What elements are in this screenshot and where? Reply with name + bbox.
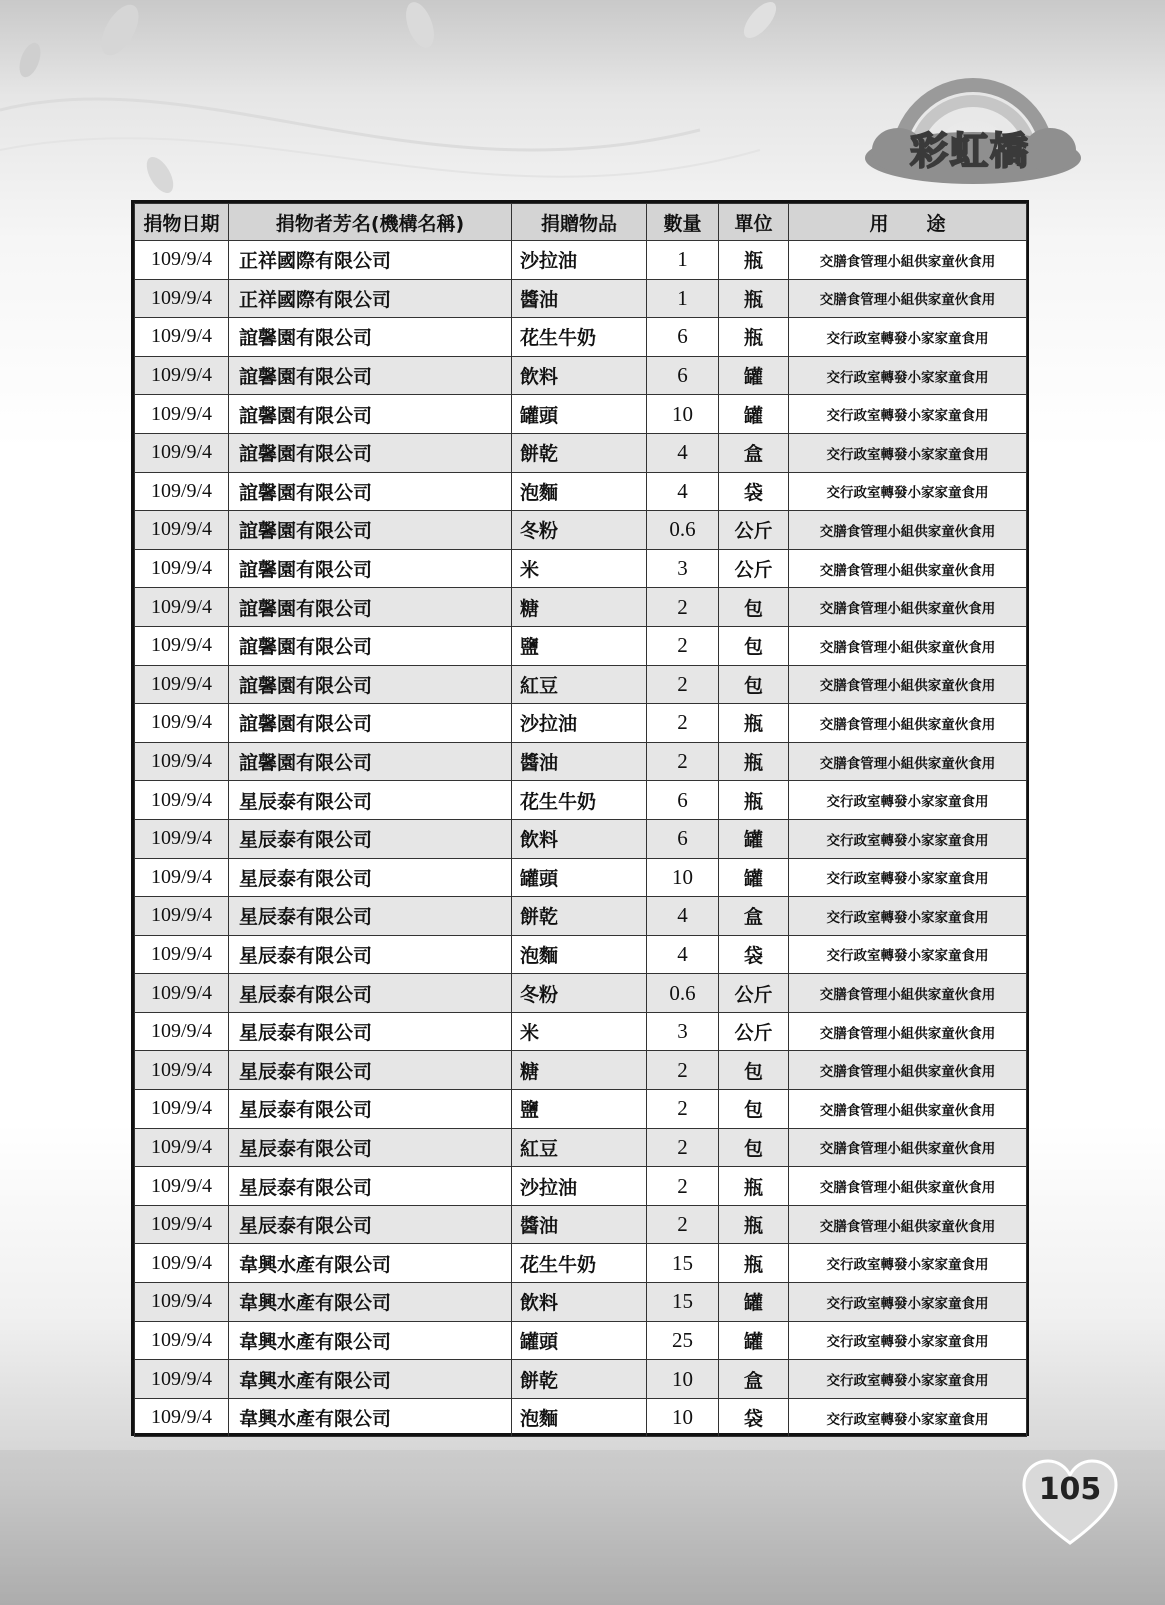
cell-item: 飲料 (512, 356, 647, 395)
cell-quantity: 2 (647, 665, 719, 704)
cell-date: 109/9/4 (135, 781, 229, 820)
cell-purpose: 交膳食管理小組供家童伙食用 (789, 742, 1027, 781)
cell-date: 109/9/4 (135, 241, 229, 280)
cell-purpose: 交行政室轉發小家家童食用 (789, 935, 1027, 974)
cell-purpose: 交膳食管理小組供家童伙食用 (789, 665, 1027, 704)
cell-date: 109/9/4 (135, 819, 229, 858)
cell-donor: 星辰泰有限公司 (229, 1051, 512, 1090)
cell-item: 罐頭 (512, 1321, 647, 1360)
table-row (135, 665, 1027, 704)
cell-donor: 正祥國際有限公司 (229, 241, 512, 280)
cell-donor: 星辰泰有限公司 (229, 1167, 512, 1206)
cell-purpose: 交行政室轉發小家家童食用 (789, 472, 1027, 511)
cell-date: 109/9/4 (135, 279, 229, 318)
table-row (135, 1090, 1027, 1129)
cell-unit: 公斤 (719, 511, 789, 550)
cell-item: 飲料 (512, 819, 647, 858)
cell-item: 米 (512, 1012, 647, 1051)
cell-quantity: 1 (647, 279, 719, 318)
cell-unit: 包 (719, 665, 789, 704)
cell-unit: 包 (719, 1051, 789, 1090)
table-row (135, 511, 1027, 550)
cell-quantity: 10 (647, 858, 719, 897)
cell-unit: 罐 (719, 1283, 789, 1322)
cell-date: 109/9/4 (135, 511, 229, 550)
table-row (135, 1244, 1027, 1283)
table-row (135, 1360, 1027, 1399)
table-row (135, 279, 1027, 318)
cell-donor: 誼馨園有限公司 (229, 395, 512, 434)
cell-item: 餅乾 (512, 897, 647, 936)
table-row (135, 241, 1027, 280)
cell-item: 泡麵 (512, 1398, 647, 1437)
cell-quantity: 2 (647, 1128, 719, 1167)
cell-date: 109/9/4 (135, 433, 229, 472)
table-row (135, 974, 1027, 1013)
cell-unit: 瓶 (719, 704, 789, 743)
cell-quantity: 6 (647, 318, 719, 357)
cell-quantity: 6 (647, 356, 719, 395)
cell-unit: 公斤 (719, 974, 789, 1013)
table-row (135, 1283, 1027, 1322)
cell-donor: 韋興水產有限公司 (229, 1244, 512, 1283)
cell-item: 餅乾 (512, 433, 647, 472)
cell-date: 109/9/4 (135, 395, 229, 434)
column-header-donor: 捐物者芳名(機構名稱) (229, 204, 512, 241)
cell-item: 醬油 (512, 1205, 647, 1244)
cell-purpose: 交行政室轉發小家家童食用 (789, 395, 1027, 434)
cell-date: 109/9/4 (135, 858, 229, 897)
cell-quantity: 4 (647, 472, 719, 511)
cell-unit: 袋 (719, 935, 789, 974)
cell-quantity: 0.6 (647, 511, 719, 550)
cell-quantity: 25 (647, 1321, 719, 1360)
cell-quantity: 1 (647, 241, 719, 280)
table-row (135, 472, 1027, 511)
cell-item: 沙拉油 (512, 241, 647, 280)
cell-date: 109/9/4 (135, 472, 229, 511)
cell-item: 花生牛奶 (512, 1244, 647, 1283)
cell-item: 花生牛奶 (512, 318, 647, 357)
cell-item: 紅豆 (512, 1128, 647, 1167)
cell-item: 紅豆 (512, 665, 647, 704)
cell-quantity: 15 (647, 1244, 719, 1283)
cell-purpose: 交膳食管理小組供家童伙食用 (789, 1128, 1027, 1167)
cell-item: 醬油 (512, 742, 647, 781)
cell-item: 泡麵 (512, 935, 647, 974)
cell-date: 109/9/4 (135, 1128, 229, 1167)
table-row (135, 318, 1027, 357)
cell-item: 飲料 (512, 1283, 647, 1322)
cell-item: 鹽 (512, 1090, 647, 1129)
cell-donor: 星辰泰有限公司 (229, 897, 512, 936)
column-header-date: 捐物日期 (135, 204, 229, 241)
cell-date: 109/9/4 (135, 318, 229, 357)
cell-unit: 公斤 (719, 549, 789, 588)
cell-quantity: 2 (647, 704, 719, 743)
cell-donor: 誼馨園有限公司 (229, 433, 512, 472)
cell-item: 泡麵 (512, 472, 647, 511)
cell-purpose: 交膳食管理小組供家童伙食用 (789, 279, 1027, 318)
cell-quantity: 2 (647, 1051, 719, 1090)
cell-purpose: 交膳食管理小組供家童伙食用 (789, 1051, 1027, 1090)
cell-quantity: 10 (647, 395, 719, 434)
cell-donor: 星辰泰有限公司 (229, 974, 512, 1013)
cell-date: 109/9/4 (135, 1051, 229, 1090)
page-number: 105 (1038, 1472, 1102, 1507)
cell-unit: 瓶 (719, 742, 789, 781)
table-row (135, 588, 1027, 627)
cell-item: 冬粉 (512, 974, 647, 1013)
cell-date: 109/9/4 (135, 1398, 229, 1437)
cell-unit: 盒 (719, 433, 789, 472)
cell-date: 109/9/4 (135, 935, 229, 974)
cell-date: 109/9/4 (135, 974, 229, 1013)
cell-date: 109/9/4 (135, 1205, 229, 1244)
cell-quantity: 15 (647, 1283, 719, 1322)
cell-unit: 罐 (719, 356, 789, 395)
cell-date: 109/9/4 (135, 1360, 229, 1399)
cell-date: 109/9/4 (135, 704, 229, 743)
cell-purpose: 交行政室轉發小家家童食用 (789, 858, 1027, 897)
cell-unit: 瓶 (719, 781, 789, 820)
cell-quantity: 10 (647, 1360, 719, 1399)
cell-donor: 誼馨園有限公司 (229, 665, 512, 704)
cell-purpose: 交膳食管理小組供家童伙食用 (789, 1012, 1027, 1051)
cell-date: 109/9/4 (135, 356, 229, 395)
cell-date: 109/9/4 (135, 588, 229, 627)
cell-quantity: 6 (647, 781, 719, 820)
cell-purpose: 交膳食管理小組供家童伙食用 (789, 1167, 1027, 1206)
cell-donor: 正祥國際有限公司 (229, 279, 512, 318)
table-row (135, 549, 1027, 588)
cell-purpose: 交行政室轉發小家家童食用 (789, 356, 1027, 395)
cell-date: 109/9/4 (135, 742, 229, 781)
table-row (135, 356, 1027, 395)
cell-date: 109/9/4 (135, 1321, 229, 1360)
cell-item: 花生牛奶 (512, 781, 647, 820)
cell-date: 109/9/4 (135, 549, 229, 588)
cell-item: 餅乾 (512, 1360, 647, 1399)
cell-quantity: 4 (647, 935, 719, 974)
table-row (135, 626, 1027, 665)
cell-item: 糖 (512, 588, 647, 627)
cell-unit: 瓶 (719, 1205, 789, 1244)
cell-purpose: 交膳食管理小組供家童伙食用 (789, 511, 1027, 550)
cell-unit: 包 (719, 626, 789, 665)
column-header-item: 捐贈物品 (512, 204, 647, 241)
cell-purpose: 交行政室轉發小家家童食用 (789, 897, 1027, 936)
cell-donor: 誼馨園有限公司 (229, 318, 512, 357)
cell-unit: 罐 (719, 1321, 789, 1360)
cell-item: 沙拉油 (512, 1167, 647, 1206)
table-header-row (135, 204, 1027, 241)
cell-item: 冬粉 (512, 511, 647, 550)
donation-table-container (131, 200, 1029, 1436)
cell-date: 109/9/4 (135, 1244, 229, 1283)
cell-unit: 盒 (719, 897, 789, 936)
cell-quantity: 2 (647, 742, 719, 781)
cell-donor: 誼馨園有限公司 (229, 704, 512, 743)
cell-donor: 星辰泰有限公司 (229, 935, 512, 974)
cell-date: 109/9/4 (135, 1012, 229, 1051)
cell-purpose: 交行政室轉發小家家童食用 (789, 819, 1027, 858)
table-row (135, 781, 1027, 820)
cell-date: 109/9/4 (135, 1167, 229, 1206)
cell-unit: 袋 (719, 472, 789, 511)
cell-quantity: 2 (647, 626, 719, 665)
table-row (135, 395, 1027, 434)
table-row (135, 1128, 1027, 1167)
cell-purpose: 交膳食管理小組供家童伙食用 (789, 626, 1027, 665)
table-row (135, 858, 1027, 897)
cell-donor: 韋興水產有限公司 (229, 1321, 512, 1360)
cell-date: 109/9/4 (135, 897, 229, 936)
cell-item: 沙拉油 (512, 704, 647, 743)
column-header-purpose: 用 途 (789, 204, 1027, 241)
table-row (135, 1205, 1027, 1244)
cell-unit: 包 (719, 588, 789, 627)
cell-item: 糖 (512, 1051, 647, 1090)
cell-date: 109/9/4 (135, 1283, 229, 1322)
cell-quantity: 4 (647, 897, 719, 936)
cell-purpose: 交行政室轉發小家家童食用 (789, 1398, 1027, 1437)
cell-purpose: 交行政室轉發小家家童食用 (789, 1244, 1027, 1283)
cell-purpose: 交膳食管理小組供家童伙食用 (789, 241, 1027, 280)
cell-unit: 包 (719, 1090, 789, 1129)
cell-quantity: 10 (647, 1398, 719, 1437)
cell-unit: 瓶 (719, 1167, 789, 1206)
table-row (135, 433, 1027, 472)
table-body (135, 241, 1027, 1437)
cell-purpose: 交行政室轉發小家家童食用 (789, 433, 1027, 472)
cell-purpose: 交膳食管理小組供家童伙食用 (789, 704, 1027, 743)
cell-item: 鹽 (512, 626, 647, 665)
cell-donor: 韋興水產有限公司 (229, 1398, 512, 1437)
cell-donor: 星辰泰有限公司 (229, 858, 512, 897)
cell-unit: 瓶 (719, 279, 789, 318)
cell-donor: 星辰泰有限公司 (229, 1090, 512, 1129)
cell-quantity: 3 (647, 1012, 719, 1051)
cell-unit: 瓶 (719, 241, 789, 280)
table-row (135, 935, 1027, 974)
cell-purpose: 交行政室轉發小家家童食用 (789, 318, 1027, 357)
cell-quantity: 2 (647, 1090, 719, 1129)
table-row (135, 897, 1027, 936)
cell-donor: 星辰泰有限公司 (229, 1205, 512, 1244)
cell-purpose: 交膳食管理小組供家童伙食用 (789, 1205, 1027, 1244)
cell-donor: 誼馨園有限公司 (229, 588, 512, 627)
cell-purpose: 交膳食管理小組供家童伙食用 (789, 974, 1027, 1013)
table-row (135, 1321, 1027, 1360)
cell-donor: 星辰泰有限公司 (229, 781, 512, 820)
cell-donor: 誼馨園有限公司 (229, 626, 512, 665)
cell-unit: 罐 (719, 858, 789, 897)
cell-quantity: 2 (647, 1205, 719, 1244)
cell-date: 109/9/4 (135, 665, 229, 704)
logo-title: 彩虹橋 (909, 129, 1030, 173)
table-row (135, 819, 1027, 858)
cell-donor: 星辰泰有限公司 (229, 1012, 512, 1051)
table-row (135, 1167, 1027, 1206)
cell-unit: 罐 (719, 395, 789, 434)
cell-purpose: 交膳食管理小組供家童伙食用 (789, 1090, 1027, 1129)
cell-donor: 誼馨園有限公司 (229, 511, 512, 550)
cell-item: 罐頭 (512, 858, 647, 897)
table-row (135, 1012, 1027, 1051)
cell-donor: 星辰泰有限公司 (229, 819, 512, 858)
column-header-unit: 單位 (719, 204, 789, 241)
donation-table (134, 203, 1027, 1437)
cell-donor: 星辰泰有限公司 (229, 1128, 512, 1167)
cell-purpose: 交膳食管理小組供家童伙食用 (789, 588, 1027, 627)
cell-item: 醬油 (512, 279, 647, 318)
cell-purpose: 交行政室轉發小家家童食用 (789, 1283, 1027, 1322)
table-row (135, 1398, 1027, 1437)
cell-purpose: 交行政室轉發小家家童食用 (789, 1360, 1027, 1399)
cell-donor: 誼馨園有限公司 (229, 742, 512, 781)
cell-item: 米 (512, 549, 647, 588)
cell-unit: 罐 (719, 819, 789, 858)
table-row (135, 742, 1027, 781)
cell-unit: 包 (719, 1128, 789, 1167)
table-row (135, 704, 1027, 743)
cell-donor: 韋興水產有限公司 (229, 1283, 512, 1322)
cell-unit: 瓶 (719, 318, 789, 357)
cell-quantity: 2 (647, 1167, 719, 1206)
cell-purpose: 交膳食管理小組供家童伙食用 (789, 549, 1027, 588)
cell-donor: 誼馨園有限公司 (229, 356, 512, 395)
cell-unit: 袋 (719, 1398, 789, 1437)
cell-donor: 誼馨園有限公司 (229, 472, 512, 511)
cell-donor: 誼馨園有限公司 (229, 549, 512, 588)
cell-unit: 瓶 (719, 1244, 789, 1283)
cell-quantity: 0.6 (647, 974, 719, 1013)
cell-quantity: 2 (647, 588, 719, 627)
cell-purpose: 交行政室轉發小家家童食用 (789, 1321, 1027, 1360)
cell-purpose: 交行政室轉發小家家童食用 (789, 781, 1027, 820)
cell-donor: 韋興水產有限公司 (229, 1360, 512, 1399)
cell-date: 109/9/4 (135, 1090, 229, 1129)
cell-date: 109/9/4 (135, 626, 229, 665)
cell-unit: 盒 (719, 1360, 789, 1399)
cell-quantity: 3 (647, 549, 719, 588)
cell-item: 罐頭 (512, 395, 647, 434)
table-row (135, 1051, 1027, 1090)
cell-quantity: 4 (647, 433, 719, 472)
column-header-quantity: 數量 (647, 204, 719, 241)
cell-quantity: 6 (647, 819, 719, 858)
cell-unit: 公斤 (719, 1012, 789, 1051)
